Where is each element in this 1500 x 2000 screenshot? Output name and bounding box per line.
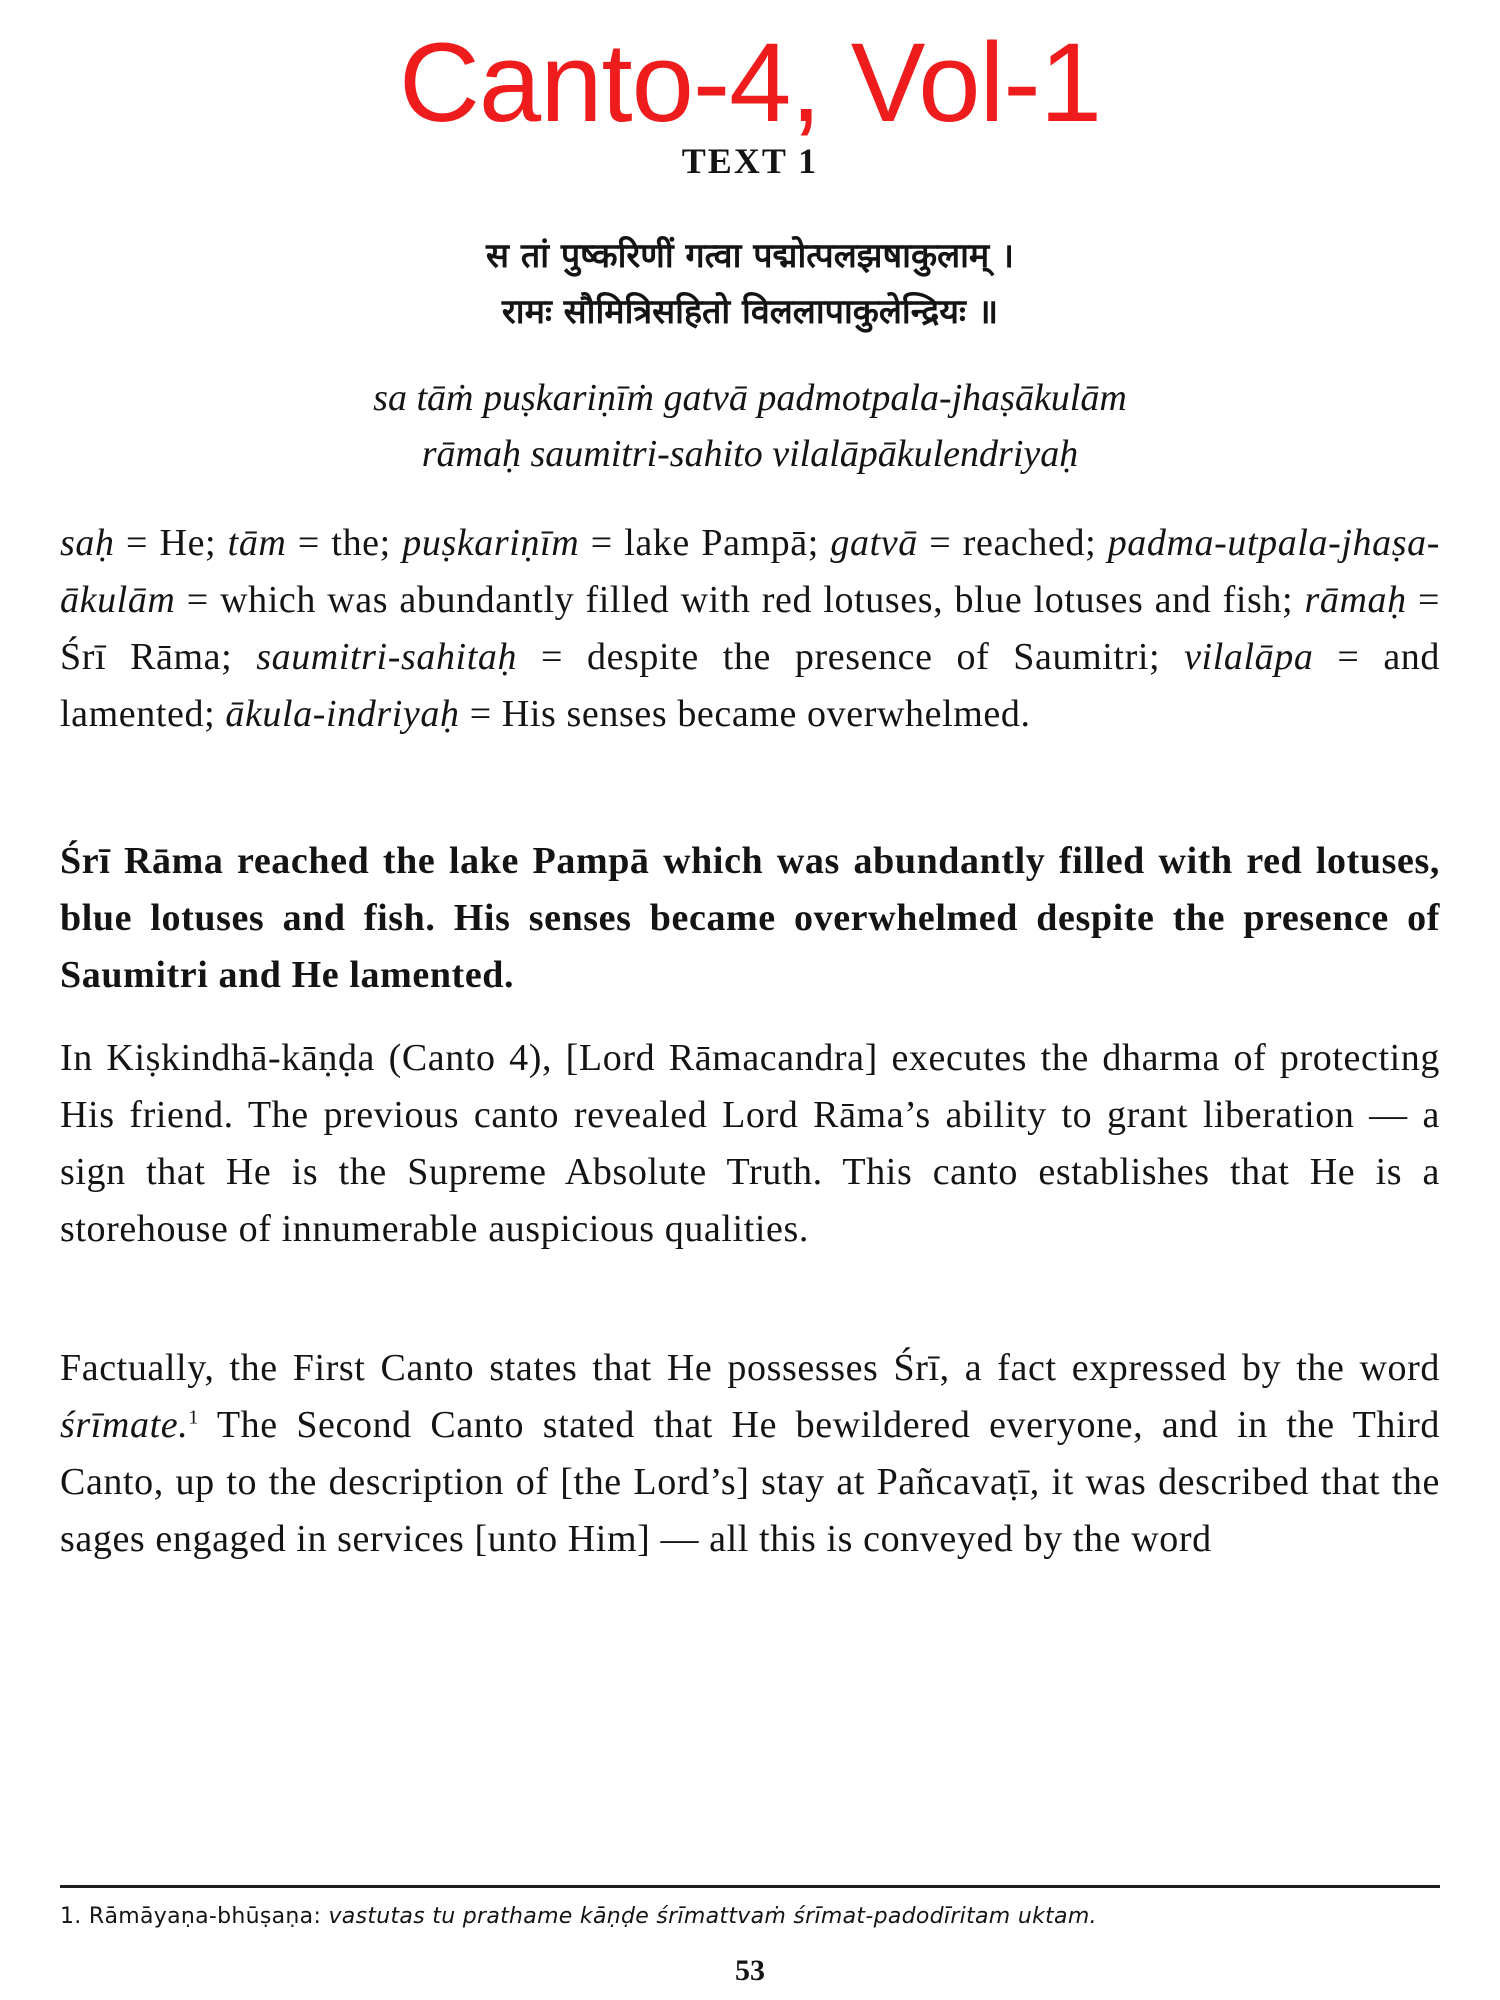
devanagari-verse bbox=[0, 228, 1500, 340]
page-header-title: Canto-4, Vol-1 bbox=[399, 20, 1101, 145]
footnote-label: 1. Rāmāyaṇa-bhūṣaṇa: bbox=[60, 1904, 322, 1929]
devanagari-line-1: स तां पुष्करिणीं गत्वा पद्मोत्पलझषाकुलाम् । bbox=[486, 236, 1014, 276]
verse-heading: TEXT 1 bbox=[681, 141, 819, 181]
footnote bbox=[60, 1904, 1460, 1929]
synonym-term: saḥ bbox=[60, 522, 115, 564]
purport-text: The Second Canto stated that He bewildered everyone, and in the Third Canto, up to the description of [the Lord’s] stay at Pañcavaṭī, it was described that the sages engaged in services [unto Him] — all this is conveyed by the word bbox=[60, 1404, 1441, 1560]
synonym-meaning: Śrī Rāma; bbox=[60, 636, 233, 678]
purport-term: śrīmate. bbox=[60, 1404, 189, 1446]
synonym-meaning: lake Pampā; bbox=[624, 522, 819, 564]
synonyms-paragraph: saḥ = He; tām = the; puṣkariṇīm = lake Pampā; gatvā = reached; padma-utpala-jhaṣa-ākulām = which was abundantly filled with red lotuses, blue lotuses and fish; rāmaḥ = Śrī Rāma; saumitri-sahitaḥ = despite the presence of Saumitri; vilalāpa = and lamented; ākula-indriyaḥ = His senses became overwhelmed. bbox=[60, 522, 1440, 735]
synonym-term: saumitri-sahitaḥ bbox=[256, 636, 518, 678]
synonym-meaning: despite the presence of Saumitri; bbox=[586, 636, 1161, 678]
page-number: 53 bbox=[735, 1954, 765, 1987]
synonym-term: puṣkariṇīm bbox=[402, 522, 580, 564]
purport-paragraph-2 bbox=[60, 1340, 1440, 1568]
synonym-meaning: reached; bbox=[962, 522, 1097, 564]
footnote-divider bbox=[60, 1885, 1440, 1888]
footnote-reference[interactable]: 1 bbox=[188, 1406, 199, 1429]
purport-text: Factually, the First Canto states that He possesses Śrī, a fact expressed by the word bbox=[60, 1347, 1440, 1389]
transliteration bbox=[0, 370, 1500, 482]
synonym-term: tām bbox=[227, 522, 287, 564]
transliteration-line-1: sa tāṁ puṣkariṇīṁ gatvā padmotpala-jhaṣākulām bbox=[373, 377, 1127, 419]
synonym-meaning: the; bbox=[331, 522, 391, 564]
synonym-meaning: and lamented; bbox=[60, 636, 1440, 735]
translation-paragraph: Śrī Rāma reached the lake Pampā which was abundantly filled with red lotuses, blue lotuses and fish. His senses became overwhelmed despite the presence of Saumitri and He lamented. bbox=[60, 840, 1440, 996]
transliteration-line-2: rāmaḥ saumitri-sahito vilalāpākulendriyaḥ bbox=[421, 433, 1079, 475]
synonym-term: gatvā bbox=[830, 522, 918, 564]
synonym-meaning: His senses became overwhelmed. bbox=[501, 693, 1031, 735]
synonym-term: ākula-indriyaḥ bbox=[225, 693, 460, 735]
synonym-term: padma-utpala-jhaṣa-ākulām bbox=[60, 522, 1440, 621]
synonym-term: rāmaḥ bbox=[1304, 579, 1407, 621]
synonym-term: vilalāpa bbox=[1184, 636, 1314, 678]
synonym-meaning: which was abundantly filled with red lotuses, blue lotuses and fish; bbox=[220, 579, 1294, 621]
footnote-text: vastutas tu prathame kāṇḍe śrīmattvaṁ śrīmat-padodīritam uktam. bbox=[328, 1904, 1097, 1929]
devanagari-line-2: रामः सौमित्रिसहितो विललापाकुलेन्द्रियः ॥ bbox=[501, 292, 999, 332]
purport-paragraph-1: In Kiṣkindhā-kāṇḍa (Canto 4), [Lord Rāmacandra] executes the dharma of protecting His friend. The previous canto revealed Lord Rāma’s ability to grant liberation — a sign that He is the Supreme Absolute Truth. This canto establishes that He is a storehouse of innumerable auspicious qualities. bbox=[60, 1037, 1440, 1250]
synonym-meaning: He; bbox=[159, 522, 217, 564]
